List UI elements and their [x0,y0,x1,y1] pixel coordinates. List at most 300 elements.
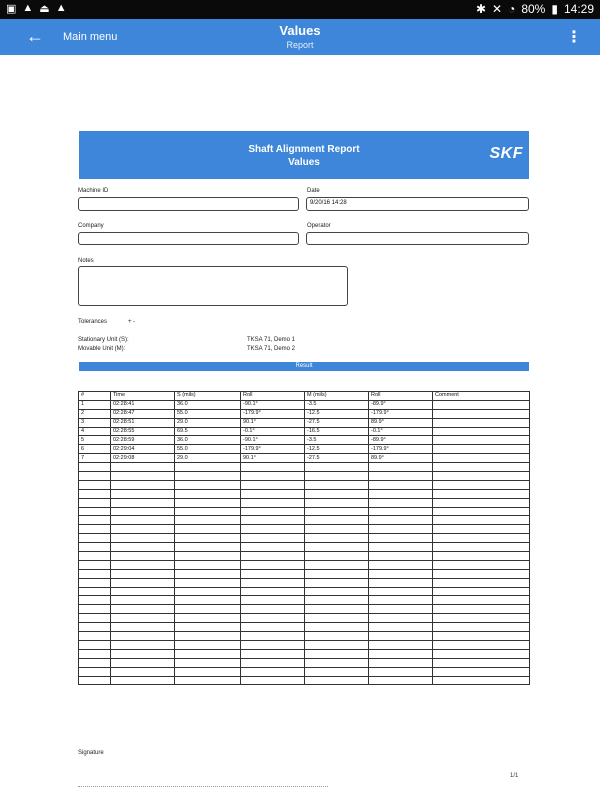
table-cell [79,480,111,489]
table-cell [241,480,305,489]
table-cell: -90.1° [241,436,305,445]
table-cell [175,667,241,676]
table-cell [305,525,369,534]
app-bar [0,19,600,55]
stationary-unit-value: TKSA 71, Demo 1 [247,337,296,343]
table-cell [241,605,305,614]
table-cell: -89.9° [369,400,433,409]
table-cell [305,676,369,685]
table-cell [241,623,305,632]
warning-icon: ▲ [22,2,34,14]
table-cell [305,587,369,596]
table-header-cell: # [79,392,111,401]
table-cell: 3 [79,418,111,427]
table-cell [241,587,305,596]
table-cell [433,640,530,649]
table-cell [305,480,369,489]
table-cell: 02:29:04 [111,445,175,454]
table-cell [369,649,433,658]
table-cell: -16.5 [305,427,369,436]
table-cell: 89.9° [369,454,433,463]
table-row-empty [79,498,530,507]
table-cell [369,578,433,587]
table-cell [369,507,433,516]
table-cell [111,480,175,489]
table-cell [111,640,175,649]
table-cell [241,649,305,658]
table-cell [369,623,433,632]
table-cell [305,667,369,676]
table-cell [79,667,111,676]
table-row-empty [79,658,530,667]
table-cell [433,418,530,427]
table-cell: 36.0 [175,436,241,445]
table-cell [111,578,175,587]
table-cell: 29.0 [175,454,241,463]
table-cell: -179.9° [241,445,305,454]
table-cell [111,525,175,534]
table-cell [241,658,305,667]
table-cell: 5 [79,436,111,445]
table-cell: -0.1° [241,427,305,436]
table-row-empty [79,640,530,649]
table-row [79,418,530,427]
table-cell [175,560,241,569]
table-row [79,427,530,436]
table-cell [369,489,433,498]
table-cell [369,596,433,605]
mute-icon: ✕ [492,2,503,16]
table-row-empty [79,569,530,578]
table-cell [111,614,175,623]
table-cell [305,632,369,641]
table-cell [305,596,369,605]
table-cell [175,552,241,561]
table-cell: 1 [79,400,111,409]
table-cell [111,667,175,676]
table-cell [111,649,175,658]
table-cell [175,632,241,641]
table-row [79,436,530,445]
notes-label: Notes [78,258,94,264]
table-cell [369,614,433,623]
table-cell [241,516,305,525]
table-cell: 55.0 [175,445,241,454]
app-title: Values [279,23,321,38]
table-cell [175,525,241,534]
table-row-empty [79,516,530,525]
table-cell [111,676,175,685]
table-cell [305,649,369,658]
table-cell: -3.5 [305,436,369,445]
table-cell [305,507,369,516]
table-row-empty [79,480,530,489]
table-cell [305,489,369,498]
table-cell [111,560,175,569]
table-cell [79,578,111,587]
table-cell [241,463,305,472]
table-cell [241,569,305,578]
table-cell [305,552,369,561]
table-row-empty [79,596,530,605]
table-cell [433,605,530,614]
date-label: Date [307,188,320,194]
table-row [79,409,530,418]
table-header-cell: Roll [369,392,433,401]
table-cell [79,507,111,516]
table-cell [369,569,433,578]
table-cell [433,623,530,632]
table-cell [111,498,175,507]
app-subtitle: Report [286,40,314,50]
table-row-empty [79,463,530,472]
battery-text: 80% [521,2,546,16]
table-cell [111,463,175,472]
table-header-cell: M (mils) [305,392,369,401]
table-cell: 02:28:55 [111,427,175,436]
table-cell [175,658,241,667]
wifi-icon: ◔ [508,2,516,16]
table-cell [175,569,241,578]
table-cell [79,516,111,525]
table-cell [369,463,433,472]
table-cell [241,676,305,685]
table-cell [79,676,111,685]
table-cell [241,596,305,605]
table-cell [433,578,530,587]
table-row-empty [79,489,530,498]
skf-logo: SKF [489,145,523,162]
table-cell [305,472,369,481]
table-cell [111,587,175,596]
tolerances-label: Tolerances [78,319,108,325]
table-cell: 90.1° [241,454,305,463]
table-cell [111,658,175,667]
table-cell: -89.9° [369,436,433,445]
table-cell [175,543,241,552]
table-cell [305,605,369,614]
table-cell [175,463,241,472]
table-cell [111,534,175,543]
machine-id-label: Machine ID [78,188,109,194]
table-cell [111,569,175,578]
table-cell [433,543,530,552]
table-cell: 6 [79,445,111,454]
table-cell [79,463,111,472]
table-cell [241,667,305,676]
table-cell [175,578,241,587]
result-header: Result [79,362,529,371]
table-cell: -12.5 [305,409,369,418]
table-row [79,445,530,454]
table-cell [79,534,111,543]
table-cell [433,552,530,561]
company-field[interactable] [78,232,299,245]
back-arrow-icon[interactable]: ← [26,26,44,46]
table-cell [369,552,433,561]
bluetooth-icon: ✱ [475,2,487,16]
table-cell [111,516,175,525]
table-cell [79,658,111,667]
table-cell [241,560,305,569]
table-cell: -3.5 [305,400,369,409]
table-cell [175,489,241,498]
table-cell [369,480,433,489]
table-cell [369,516,433,525]
table-cell: -179.9° [241,409,305,418]
signature-label: Signature [78,750,104,756]
table-cell [175,614,241,623]
table-cell: -12.5 [305,445,369,454]
table-row [79,454,530,463]
table-cell [241,543,305,552]
table-cell [175,623,241,632]
table-row-empty [79,623,530,632]
table-cell [241,534,305,543]
table-cell [111,552,175,561]
table-cell: 02:29:08 [111,454,175,463]
table-cell [241,552,305,561]
table-row-empty [79,632,530,641]
table-cell [111,507,175,516]
table-cell [433,587,530,596]
operator-label: Operator [307,223,331,229]
results-table [78,391,530,685]
table-cell [111,472,175,481]
table-cell [175,507,241,516]
table-cell [433,534,530,543]
table-cell: -90.1° [241,400,305,409]
table-cell [305,516,369,525]
report-title [79,143,529,169]
table-row-empty [79,605,530,614]
table-cell [241,525,305,534]
table-cell [433,409,530,418]
table-row-empty [79,507,530,516]
table-cell [305,560,369,569]
table-header-cell: S (mils) [175,392,241,401]
stationary-unit-label: Stationary Unit (S): [78,337,129,343]
table-cell [433,676,530,685]
table-cell [369,658,433,667]
table-cell: -27.5 [305,418,369,427]
table-cell [241,489,305,498]
table-cell: 02:28:47 [111,409,175,418]
table-header-cell: Time [111,392,175,401]
table-cell [369,587,433,596]
table-cell: 29.0 [175,418,241,427]
movable-unit-label: Movable Unit (M): [78,346,126,352]
table-cell [433,472,530,481]
table-cell [175,480,241,489]
table-cell [433,516,530,525]
table-cell [433,658,530,667]
table-header-row [79,392,530,401]
table-cell [305,640,369,649]
table-cell [79,560,111,569]
table-header-cell: Roll [241,392,305,401]
table-cell [305,623,369,632]
main-menu-link[interactable]: Main menu [63,31,118,43]
table-cell [79,569,111,578]
table-cell [79,525,111,534]
table-cell [433,632,530,641]
table-cell [433,454,530,463]
battery-icon: ▮ [551,2,558,16]
table-cell [175,587,241,596]
table-cell: -27.5 [305,454,369,463]
table-cell [111,623,175,632]
table-cell [305,543,369,552]
table-body [79,400,530,685]
table-cell: 7 [79,454,111,463]
table-cell [79,649,111,658]
report-title-line1: Shaft Alignment Report [248,144,360,155]
table-cell [241,640,305,649]
table-cell [305,578,369,587]
table-row-empty [79,472,530,481]
image-icon: ▣ [6,3,17,15]
table-cell [433,427,530,436]
table-cell [369,632,433,641]
table-cell: -0.1° [369,427,433,436]
page-number: 1/1 [510,773,519,779]
table-cell [175,596,241,605]
table-row-empty [79,667,530,676]
table-cell [433,560,530,569]
warning-icon: ▲ [55,2,67,14]
table-cell [79,498,111,507]
table-cell [369,605,433,614]
table-cell [433,614,530,623]
table-cell [175,534,241,543]
table-cell [433,498,530,507]
date-field[interactable]: 9/20/16 14:28 [306,197,529,211]
table-cell [241,507,305,516]
table-cell [241,498,305,507]
table-cell [111,543,175,552]
table-row-empty [79,560,530,569]
table-cell [79,632,111,641]
table-cell [369,498,433,507]
table-cell [369,560,433,569]
table-cell: -179.9° [369,409,433,418]
table-cell [433,667,530,676]
clock: 14:29 [563,2,594,16]
table-cell: 02:28:41 [111,400,175,409]
table-cell [369,534,433,543]
table-row-empty [79,534,530,543]
report-header [79,131,529,179]
table-cell [175,605,241,614]
notes-field[interactable] [78,266,348,306]
tolerances-value: + - [128,319,136,325]
status-bar [0,0,600,19]
table-cell [175,676,241,685]
table-cell [305,498,369,507]
table-cell [111,489,175,498]
table-cell: 4 [79,427,111,436]
table-cell [79,472,111,481]
table-cell [433,525,530,534]
movable-unit-value: TKSA 71, Demo 2 [247,346,296,352]
table-cell [433,400,530,409]
table-cell [175,498,241,507]
table-cell [111,632,175,641]
table-cell [433,445,530,454]
table-row-empty [79,676,530,685]
table-row-empty [79,614,530,623]
table-cell [175,649,241,658]
table-cell [433,569,530,578]
machine-id-field[interactable] [78,197,299,211]
table-cell [79,489,111,498]
table-cell [433,596,530,605]
table-cell [433,480,530,489]
table-cell [79,543,111,552]
table-cell [79,587,111,596]
table-cell [241,578,305,587]
table-cell [369,667,433,676]
table-cell: 2 [79,409,111,418]
table-cell: 90.1° [241,418,305,427]
table-cell: 02:28:59 [111,436,175,445]
table-cell [433,489,530,498]
table-cell [241,472,305,481]
operator-field[interactable] [306,232,529,245]
table-cell: 02:28:51 [111,418,175,427]
eject-icon: ⏏ [39,3,50,15]
table-cell [305,658,369,667]
table-cell [305,463,369,472]
table-cell [369,640,433,649]
table-cell [111,596,175,605]
table-cell [241,632,305,641]
table-row-empty [79,552,530,561]
report-title-line2: Values [288,157,320,168]
table-cell [305,534,369,543]
table-cell [433,649,530,658]
overflow-menu-icon[interactable]: ⋮ [566,29,582,46]
table-cell [175,516,241,525]
company-label: Company [78,223,104,229]
table-header-cell: Comment [433,392,530,401]
table-cell [175,472,241,481]
table-row-empty [79,578,530,587]
table-cell [433,463,530,472]
table-cell: -179.9° [369,445,433,454]
table-cell [369,676,433,685]
table-row-empty [79,525,530,534]
table-cell [369,525,433,534]
table-cell: 89.9° [369,418,433,427]
table-cell [433,507,530,516]
table-cell [369,472,433,481]
table-cell: 69.5 [175,427,241,436]
table-cell [305,614,369,623]
table-cell [79,552,111,561]
table-cell: 36.0 [175,400,241,409]
table-row-empty [79,543,530,552]
table-cell [369,543,433,552]
table-cell [79,623,111,632]
table-cell [433,436,530,445]
table-cell [79,640,111,649]
table-cell [111,605,175,614]
table-cell [79,596,111,605]
table-row [79,400,530,409]
table-cell [241,614,305,623]
